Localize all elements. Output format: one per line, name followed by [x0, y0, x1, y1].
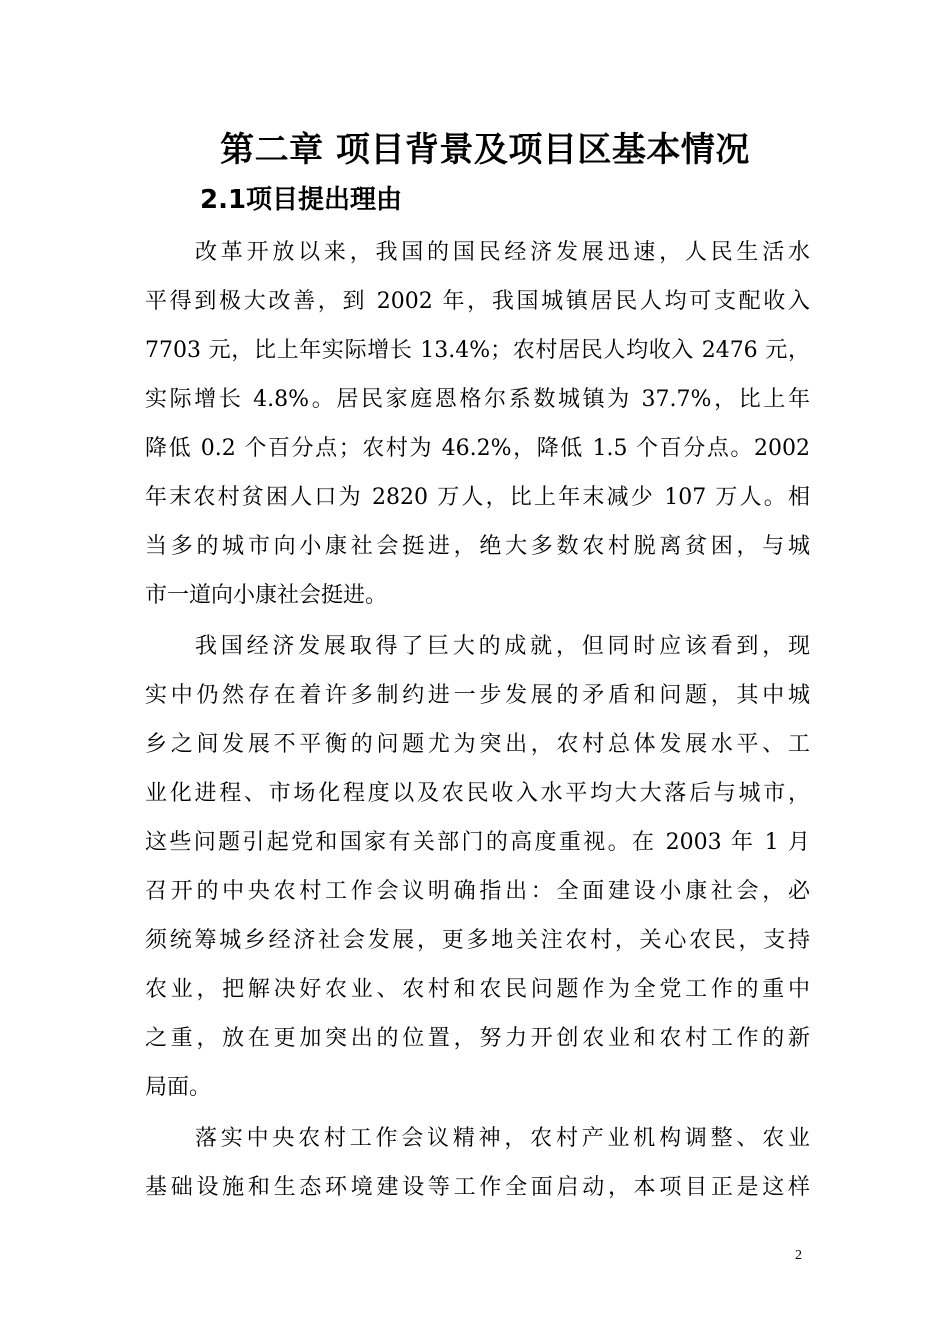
chapter-title: 第二章 项目背景及项目区基本情况 — [220, 130, 750, 170]
text-line: 业化进程、市场化程度以及农民收入水平均大大落后与城市， — [145, 781, 810, 806]
text-line: 市一道向小康社会挺进。 — [145, 583, 388, 608]
body-text — [145, 228, 810, 1212]
paragraph — [145, 228, 810, 620]
text-line: 乡之间发展不平衡的问题尤为突出，农村总体发展水平、工 — [145, 732, 810, 757]
text-line: 降低 0.2 个百分点；农村为 46.2%，降低 1.5 个百分点。2002 — [145, 436, 810, 461]
text-line: 平得到极大改善，到 2002 年，我国城镇居民人均可支配收入 — [145, 289, 810, 314]
text-line: 农业，把解决好农业、农村和农民问题作为全党工作的重中 — [145, 977, 810, 1002]
text-line: 当多的城市向小康社会挺进，绝大多数农村脱离贫困，与城 — [145, 534, 810, 559]
text-line: 年末农村贫困人口为 2820 万人，比上年末减少 107 万人。相 — [145, 485, 810, 510]
text-line: 须统筹城乡经济社会发展，更多地关注农村，关心农民，支持 — [145, 928, 810, 953]
text-line: 落实中央农村工作会议精神，农村产业机构调整、农业 — [195, 1126, 810, 1151]
text-line: 实中仍然存在着许多制约进一步发展的矛盾和问题，其中城 — [145, 683, 810, 708]
page-number: 2 — [795, 1248, 802, 1263]
text-line: 改革开放以来，我国的国民经济发展迅速，人民生活水 — [195, 240, 810, 265]
paragraph — [145, 1114, 810, 1212]
text-line: 我国经济发展取得了巨大的成就，但同时应该看到，现 — [195, 634, 810, 659]
text-line: 之重，放在更加突出的位置，努力开创农业和农村工作的新 — [145, 1026, 810, 1051]
section-title: 2.1项目提出理由 — [200, 185, 403, 215]
text-line: 7703 元，比上年实际增长 13.4%；农村居民人均收入 2476 元， — [145, 338, 810, 363]
text-line: 召开的中央农村工作会议明确指出：全面建设小康社会，必 — [145, 879, 810, 904]
paragraph — [145, 622, 810, 1112]
text-line: 实际增长 4.8%。居民家庭恩格尔系数城镇为 37.7%，比上年 — [145, 387, 810, 412]
text-line: 这些问题引起党和国家有关部门的高度重视。在 2003 年 1 月 — [145, 830, 810, 855]
text-line: 局面。 — [145, 1075, 212, 1100]
text-line: 基础设施和生态环境建设等工作全面启动，本项目正是这样 — [145, 1175, 810, 1200]
